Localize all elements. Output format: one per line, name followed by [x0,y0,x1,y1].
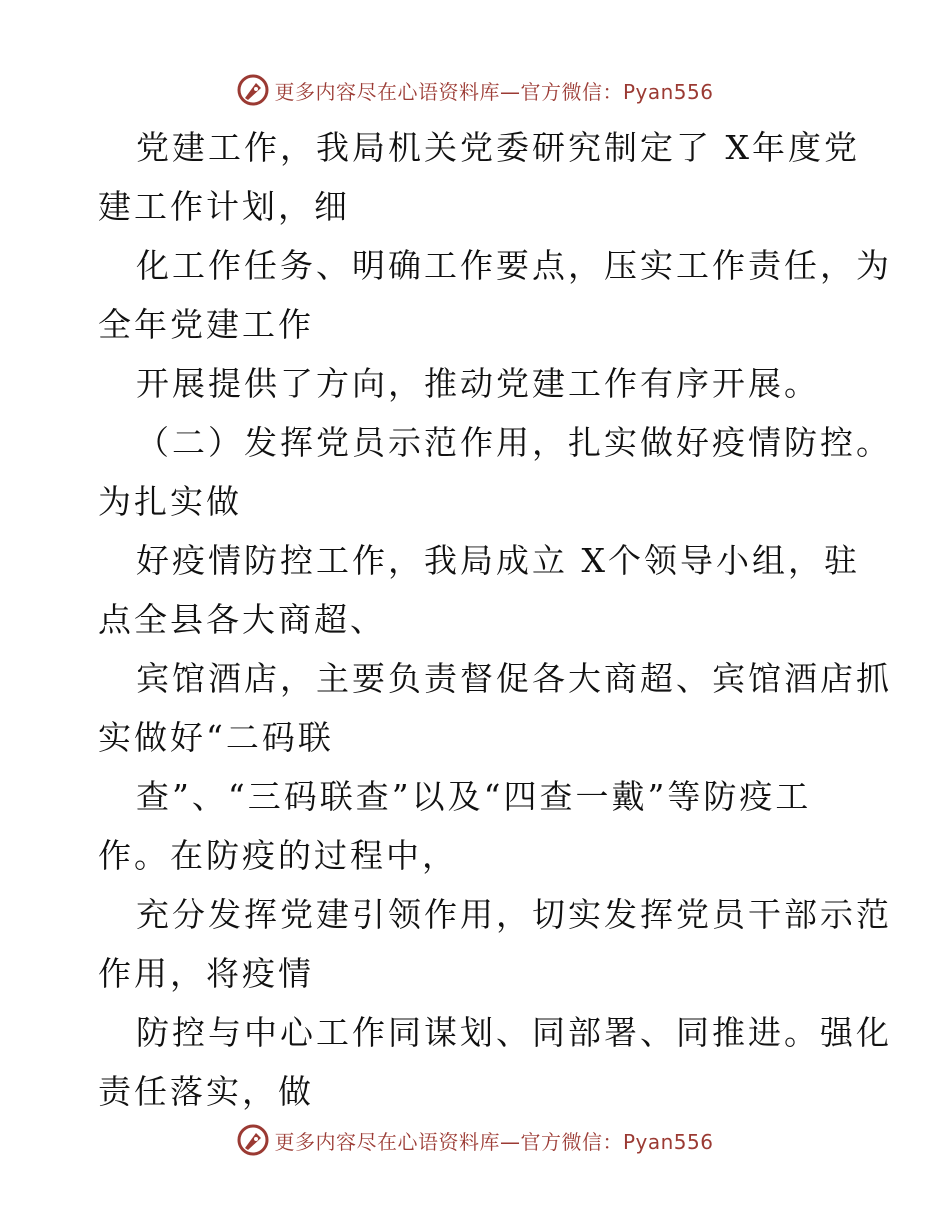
footer-banner-text: 更多内容尽在心语资料库—官方微信：Pyan556 [274,1129,714,1154]
text-line: 作。在防疫的过程中， [98,836,458,875]
text-line: 责任落实，做 [98,1072,314,1111]
text-line: 作用，将疫情 [98,954,314,993]
text-line: （二）发挥党员示范作用，扎实做好疫情防控。 [136,423,892,462]
header-banner [0,70,950,110]
text-line: 防控与中心工作同谋划、同部署、同推进。强化 [136,1013,892,1052]
header-banner-text: 更多内容尽在心语资料库—官方微信：Pyan556 [274,79,714,104]
text-line: 查”、“三码联查”以及“四查一戴”等防疫工 [136,777,812,816]
text-line: 化工作任务、明确工作要点，压实工作责任，为 [136,246,892,285]
text-line: 建工作计划，细 [98,187,350,226]
text-line: 点全县各大商超、 [98,600,386,639]
text-line: 好疫情防控工作，我局成立 X个领导小组，驻 [136,541,860,580]
text-line: 开展提供了方向，推动党建工作有序开展。 [136,364,820,403]
text-line: 实做好“二码联 [98,718,334,757]
text-line: 宾馆酒店，主要负责督促各大商超、宾馆酒店抓 [136,659,892,698]
pen-nib-circle-icon [236,1123,270,1157]
pen-nib-circle-icon [236,73,270,107]
text-line: 党建工作，我局机关党委研究制定了 X年度党 [136,128,860,167]
text-line: 为扎实做 [98,482,242,521]
document-body [98,118,892,1121]
footer-banner [0,1120,950,1160]
text-line: 充分发挥党建引领作用，切实发挥党员干部示范 [136,895,892,934]
text-line: 全年党建工作 [98,305,314,344]
